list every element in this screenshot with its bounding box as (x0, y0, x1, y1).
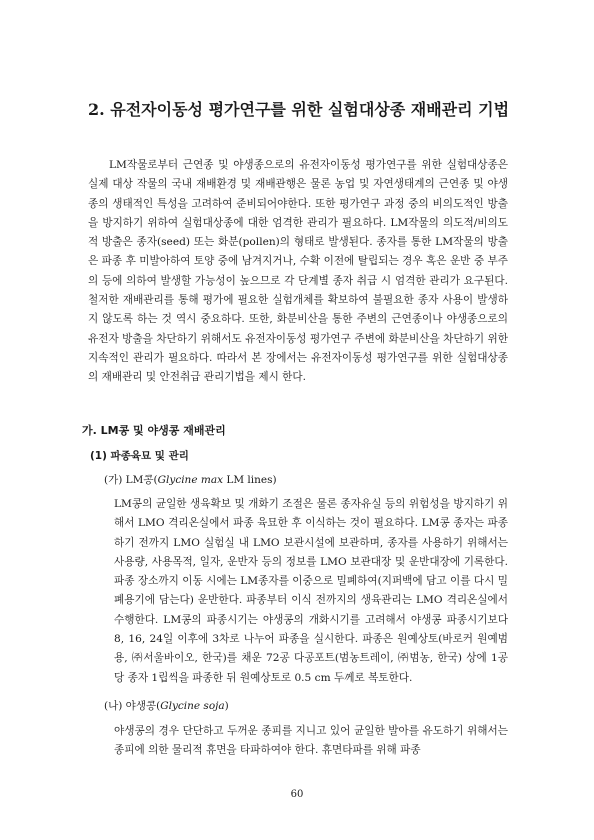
item-heading-prefix: (나) 야생콩( (104, 700, 161, 712)
subsection-heading-1: (1) 파종육묘 및 관리 (90, 450, 189, 462)
lm-soybean-paragraph: LM콩의 균일한 생육확보 및 개화기 조절은 물론 종자유실 등의 위험성을 방지하기 위해서 LMO 격리온실에서 파종 육묘한 후 이식하는 것이 필요하다. LM콩 종자는 파종하기 전까지 LMO 실험실 내 LMO 보관시설에 보관하며, 종자를 사용하기 위해서는 사용량, 사용목적, 일자, 운반자 등의 정보를 LMO 보관대장 및 운반대장에 기록한다. 파종 장소까지 이동 시에는 LM종자를 이중으로 밀폐하여(지퍼백에 담고 이를 다시 밀폐용기에 담는다) 운반한다. 파종부터 이식 전까지의 생육관리는 LMO 격리온실에서 수행한다. LM콩의 파종시기는 야생콩의 개화시기를 고려해서 야생콩 파종시기보다 8, 16, 24일 이후에 3차로 나누어 파종을 실시한다. 파종은 원예상토(바로커 원예범용, ㈜서울바이오, 한국)를 채운 72공 다공포트(범농트레이, ㈜범농, 한국) 상에 1공당 종자 1립씩을 파종한 뒤 원예상토로 0.5 cm 두께로 복토한다. (114, 498, 508, 684)
item-heading-lm-soybean (104, 472, 277, 487)
subsection-heading-ga: 가. LM콩 및 야생콩 재배관리 (82, 424, 226, 437)
item-heading-wild-soybean (104, 698, 229, 713)
item-heading-suffix: ) (224, 700, 229, 712)
page-number: 60 (290, 789, 304, 800)
intro-paragraph: LM작물로부터 근연종 및 야생종으로의 유전자이동성 평가연구를 위한 실험대상종은 실제 대상 작물의 국내 재배환경 및 재배관행은 물론 농업 및 자연생태계의 근연종 및 야생종의 생태적인 특성을 고려하여 준비되어야한다. 또한 평가연구 과정 중의 비의도적인 방출을 방지하기 위하여 실험대상종에 대한 엄격한 관리가 필요하다. LM작물의 의도적/비의도적 방출은 종자(seed) 또는 화분(pollen)의 형태로 발생된다. 종자를 통한 LM작물의 방출은 파종 후 미발아하여 토양 중에 남겨지거나, 수확 이전에 탈립되는 경우 혹은 운반 중 부주의 등에 의하여 발생할 가능성이 높으므로 각 단계별 종자 취급 시 엄격한 관리가 요구된다. 철저한 재배관리를 통해 평가에 필요한 실험개체를 확보하여 불필요한 종자 사용이 발생하지 않도록 하는 것 역시 중요하다. 또한, 화분비산을 통한 주변의 근연종이나 야생종으로의 유전자 방출을 차단하기 위해서도 유전자이동성 평가연구 주변에 화분비산을 차단하기 위한 지속적인 관리가 필요하다. 따라서 본 장에서는 유전자이동성 평가연구를 위한 실험대상종의 재배관리 및 안전취급 관리기법을 제시 한다. (88, 159, 508, 384)
item-heading-prefix: (가) LM콩( (104, 474, 158, 486)
item-heading-latin-name: Glycine max (157, 474, 224, 486)
section-title: 2. 유전자이동성 평가연구를 위한 실험대상종 재배관리 기법 (88, 100, 510, 119)
wild-soybean-paragraph: 야생콩의 경우 단단하고 두꺼운 종피를 지니고 있어 균일한 발아를 유도하기 위해서는 종피에 의한 물리적 휴면을 타파하여야 한다. 휴면타파를 위해 파종 (114, 725, 508, 757)
item-heading-suffix: LM lines) (223, 474, 277, 486)
item-heading-latin-name: Glycine soja (160, 700, 225, 712)
